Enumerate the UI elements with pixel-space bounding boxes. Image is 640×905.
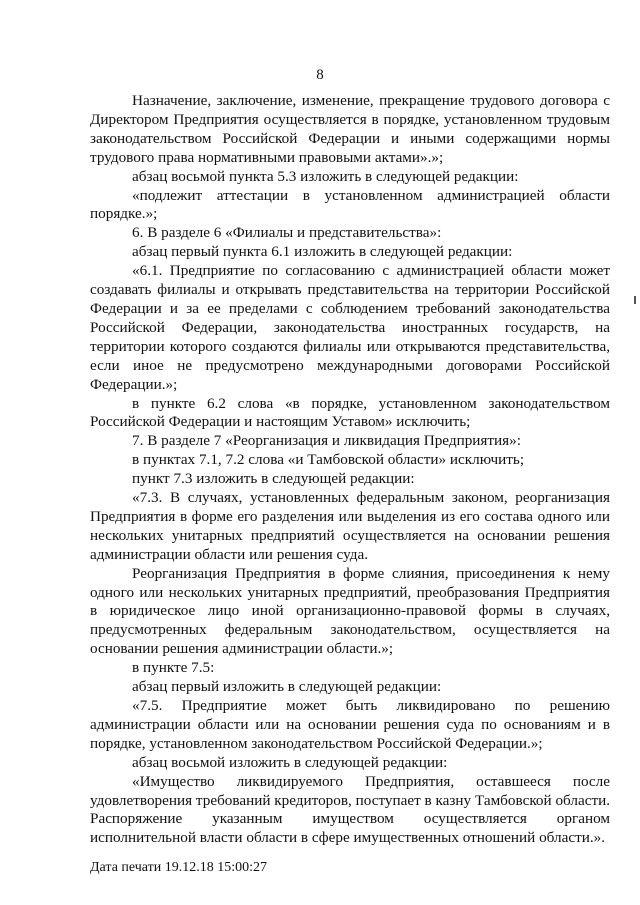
paragraph: абзац восьмой изложить в следующей редакции: — [132, 753, 448, 771]
paragraph: в пункте 6.2 слова «в порядке, установленном законодательством Российской Федерации и настоящим Уставом» исключить; — [90, 394, 610, 431]
paragraph: «6.1. Предприятие по согласованию с администрацией области может создавать филиалы и открывать представительства на территории Российской Федерации и за ее пределами с соблюдением требований законодательства Российской Федерации, законодательства иностранных государств, на территории которого создаются филиалы или открываются представительства, если иное не предусмотрено международными договорами Российской Федерации.»; — [90, 262, 610, 393]
paragraph: «7.5. Предприятие может быть ликвидировано по решению администрации области или на основании решения суда по основаниям и в порядке, установленном законодательством Российской Федерации.»; — [90, 697, 610, 752]
scan-edge-mark — [634, 296, 636, 304]
paragraph: 6. В разделе 6 «Филиалы и представительства»: — [132, 224, 442, 242]
body-text — [90, 92, 610, 848]
paragraph: «7.3. В случаях, установленных федеральным законом, реорганизация Предприятия в форме его разделения или выделения из его состава одного или нескольких унитарных предприятий осуществляется на основании решения администрации области или решения суда. — [90, 489, 610, 563]
paragraph: в пунктах 7.1, 7.2 слова «и Тамбовской области» исключить; — [132, 451, 525, 469]
paragraph: 7. В разделе 7 «Реорганизация и ликвидация Предприятия»: — [132, 432, 521, 450]
paragraph: Реорганизация Предприятия в форме слияния, присоединения к нему одного или нескольких унитарных предприятий, преобразования Предприятия в юридическое лицо иной организационно-правовой формы в случаях, предусмотренных федеральным законодательством, осуществляется на основании решения администрации области.»; — [90, 564, 610, 658]
paragraph: Назначение, заключение, изменение, прекращение трудового договора с Директором Предприятия осуществляется в порядке, установленном трудовым законодательством Российской Федерации и иными содержащими нормы трудового права нормативными правовыми актами».»; — [90, 92, 610, 166]
paragraph: абзац первый изложить в следующей редакции: — [132, 678, 442, 696]
print-date: Дата печати 19.12.18 15:00:27 — [90, 860, 268, 875]
paragraph: пункт 7.3 изложить в следующей редакции: — [132, 470, 415, 488]
paragraph: в пункте 7.5: — [132, 659, 215, 677]
paragraph: абзац восьмой пункта 5.3 изложить в следующей редакции: — [132, 167, 519, 185]
paragraph: абзац первый пункта 6.1 изложить в следующей редакции: — [132, 243, 513, 261]
paragraph: «Имущество ликвидируемого Предприятия, оставшееся после удовлетворения требований кредиторов, поступает в казну Тамбовской области. Распоряжение указанным имуществом осуществляется органом исполнительной власти области в сфере имущественных отношений области.». — [90, 772, 611, 847]
page-number: 8 — [316, 67, 324, 83]
paragraph: «подлежит аттестации в установленном администрацией области порядке.»; — [90, 186, 610, 223]
